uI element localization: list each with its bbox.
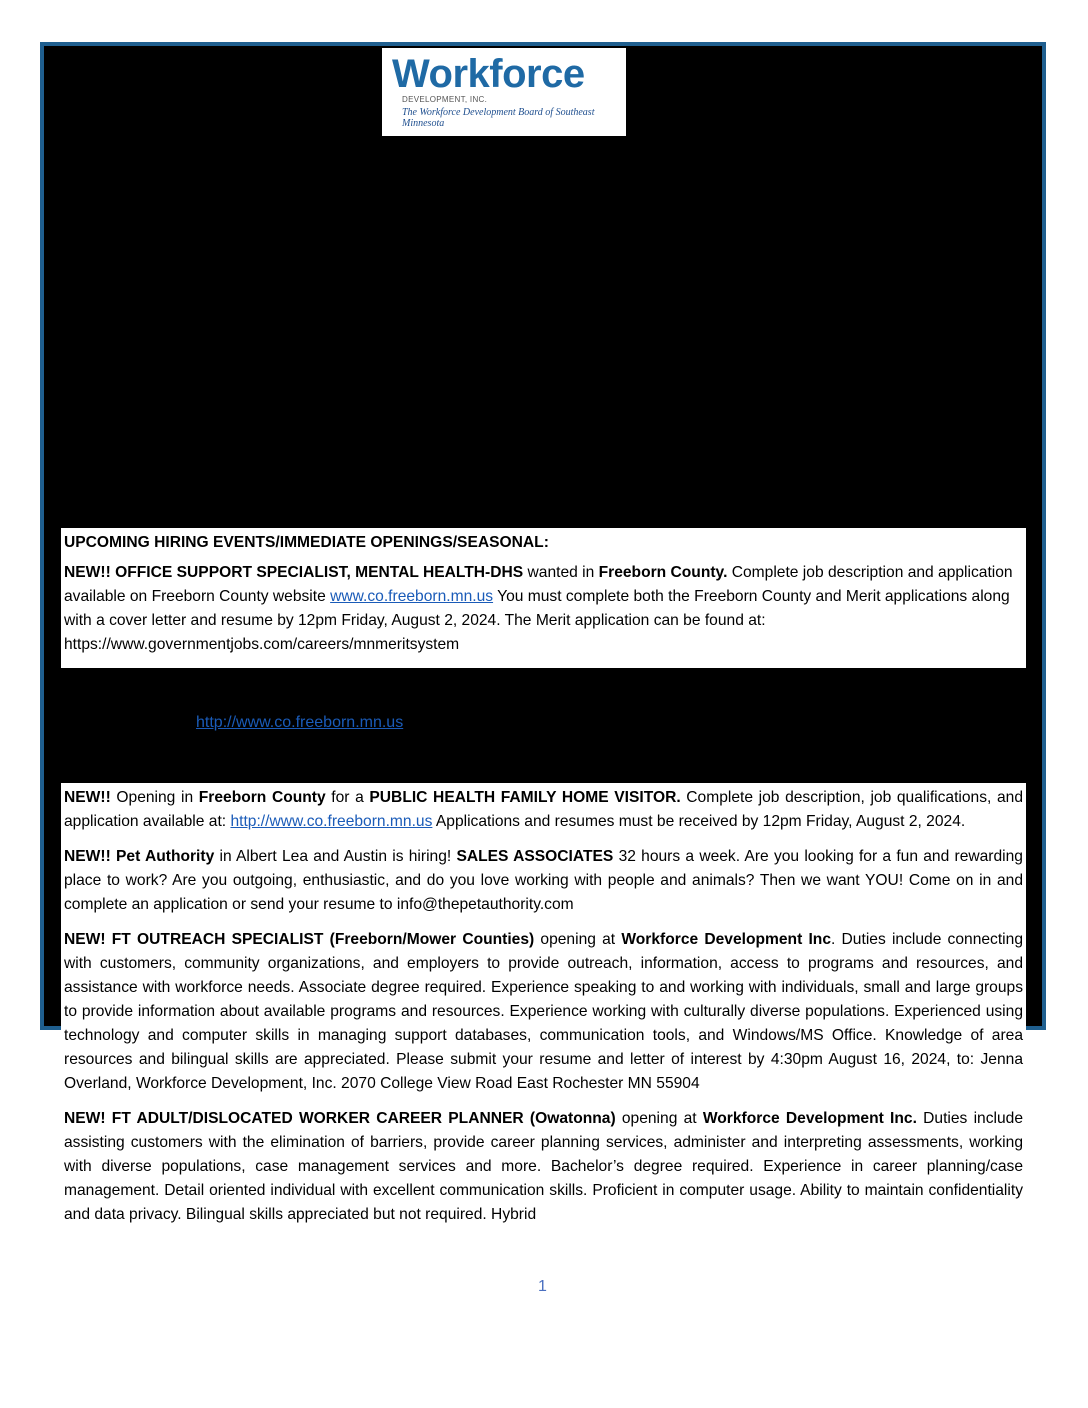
floating-freeborn-link[interactable]: http://www.co.freeborn.mn.us bbox=[196, 714, 404, 731]
hiring-events-box bbox=[61, 528, 1026, 668]
job-public-health-home-visitor: NEW!! Opening in Freeborn County for a PUBLIC HEALTH FAMILY HOME VISITOR. Complete job description, job qualifications, and application available at: http://www.co.freeborn.mn.us Applications and resumes must be received by 12pm Friday, August 2, 2024. bbox=[64, 789, 1023, 830]
job-outreach-specialist: NEW! FT OUTREACH SPECIALIST (Freeborn/Mower Counties) opening at Workforce Development Inc. Duties include connecting with customers, community organizations, and employers to provide outreach, information, access to programs and resources, and assistance with workforce needs. Associate degree required. Experience speaking to and working with individuals, small and large groups to provide information about available programs and resources. Experience working with culturally diverse populations. Experienced using technology and computer skills in managing support databases, communication tools, and Windows/MS Office. Knowledge of area resources and bilingual skills are appreciated. Please submit your resume and letter of interest by 4:30pm August 16, 2024, to: Jenna Overland, Workforce Development, Inc. 2070 College View Road East Rochester MN 55904 bbox=[64, 931, 1023, 1092]
job-career-planner: NEW! FT ADULT/DISLOCATED WORKER CAREER PLANNER (Owatonna) opening at Workforce Development Inc. Duties include assisting customers with the elimination of barriers, provide career planning services, administer and interpreting assessments, working with diverse populations, case management services and more. Bachelor’s degree required. Experience in career planning/case management. Detail oriented individual with excellent communication skills. Proficient in computer usage. Ability to maintain confidentiality and data privacy. Bilingual skills appreciated but not required. Hybrid bbox=[64, 1110, 1023, 1223]
job-office-support-specialist: NEW!! OFFICE SUPPORT SPECIALIST, MENTAL HEALTH-DHS wanted in Freeborn County. Complete job description and application available on Freeborn County website www.co.freeborn.mn.us You must complete both the Freeborn County and Merit applications along with a cover letter and resume by 12pm Friday, August 2, 2024. The Merit application can be found at: https://www.governmentjobs.com/careers/mnmeritsystem bbox=[64, 564, 1013, 653]
page-number: 1 bbox=[538, 1278, 547, 1295]
job-pet-authority-sales: NEW!! Pet Authority in Albert Lea and Austin is hiring! SALES ASSOCIATES 32 hours a week. Are you looking for a fun and rewarding place to work? Are you outgoing, enthusiastic, and do you love working with people and animals? Then we want YOU! Come on in and complete an application or send your resume to info@thepetauthority.com bbox=[64, 848, 1023, 913]
workforce-logo bbox=[382, 48, 626, 136]
logo-subtitle: DEVELOPMENT, INC. bbox=[402, 95, 488, 104]
logo-tagline: The Workforce Development Board of Southeast Minnesota bbox=[402, 107, 595, 129]
freeborn-website-link-2[interactable]: http://www.co.freeborn.mn.us bbox=[230, 813, 433, 830]
logo-wordmark: Workforce bbox=[392, 52, 585, 96]
job-listings-box bbox=[61, 783, 1026, 1301]
section-heading: UPCOMING HIRING EVENTS/IMMEDIATE OPENINGS/SEASONAL: bbox=[64, 534, 549, 551]
freeborn-website-link[interactable]: www.co.freeborn.mn.us bbox=[330, 588, 494, 605]
